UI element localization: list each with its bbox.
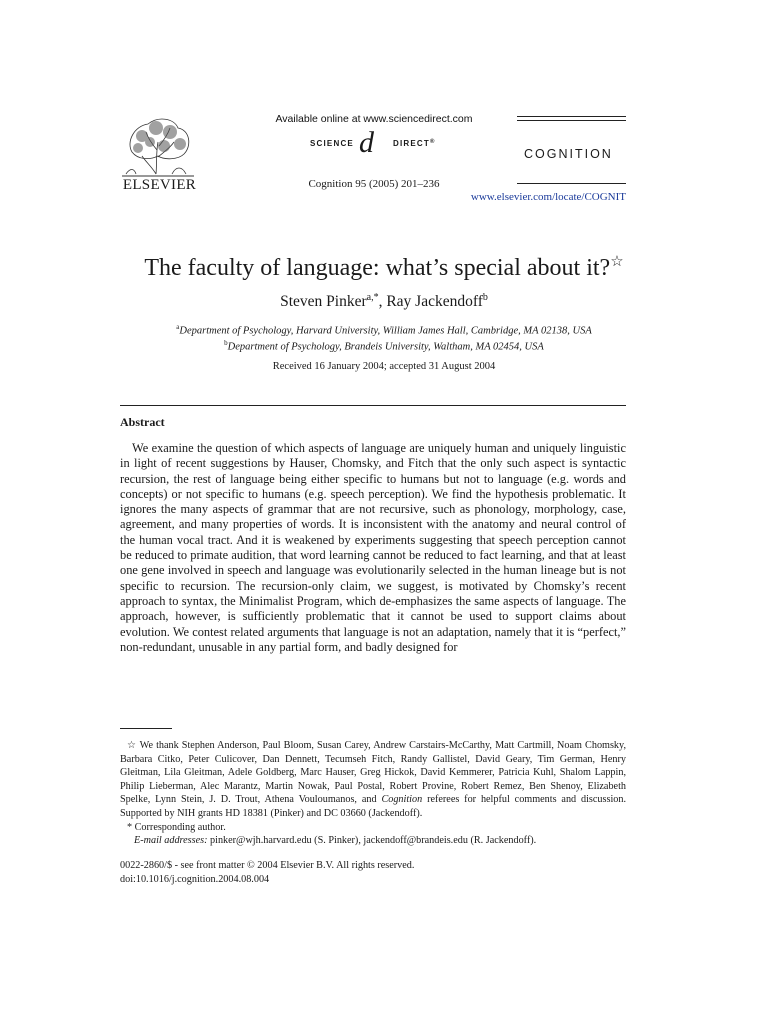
email-addresses: E-mail addresses: pinker@wjh.harvard.edu (S. Pinker), jackendoff@brandeis.edu (R. Jackendoff).	[134, 835, 537, 847]
author-list: Steven Pinker$^{a,*}$, Ray Jackendoff$^b$	[280, 292, 488, 311]
publisher-name: ELSEVIER	[122, 177, 197, 193]
journal-url-link[interactable]: www.elsevier.com/locate/COGNIT	[470, 191, 626, 203]
footnotes	[120, 739, 626, 848]
sciencedirect-right: DIRECT®	[393, 139, 436, 148]
journal-name: COGNITION	[524, 147, 613, 161]
footnote-rule	[120, 728, 172, 729]
available-online-text: Available online at www.sciencedirect.com	[275, 113, 473, 125]
sciencedirect-mark: d	[359, 126, 374, 159]
abstract-text: We examine the question of which aspects of language are uniquely human and uniquely linguistic in light of recent suggestions by Hauser, Chomsky, and Fitch that the only such aspect is syntactic recursion, the rest of language being either specific to humans but not to language (e.g. words and concepts) or not specific to humans (e.g. speech perception). We find the hypothesis problematic. It ignores the many aspects of grammar that are not recursive, such as phonology, morphology, case, agreement, and many properties of words. It is inconsistent with the anatomy and neural control of the human vocal tract. And it is weakened by experiments suggesting that speech perception cannot be reduced to primate audition, that word learning cannot be reduced to fact learning, and that at least one gene involved in speech and language was evolutionarily selected in the human lineage but is not specific to recursion. The recursion-only claim, we suggest, is motivated by Chomsky’s recent approach to syntax, the Minimalist Program, which de-emphasizes the same aspects of language. The approach, however, is sufficiently problematic that it cannot be used to support claims about evolution. We contest related arguments that language is not an adaptation, namely that it is “perfect,” non-redundant, unusable in any partial form, and badly designed for	[120, 441, 626, 654]
issn-copyright: 0022-2860/$ - see front matter © 2004 Elsevier B.V. All rights reserved.	[120, 860, 415, 871]
header-rule-top	[517, 116, 626, 117]
acknowledgement-footnote: ☆ We thank Stephen Anderson, Paul Bloom, Susan Carey, Andrew Carstairs-McCarthy, Matt Cartmill, Noam Chomsky, Barbara Citko, Peter Culicover, Dan Dennett, Tecumseh Fitch, Randy Gallistel, David Geary, Tim German, Henry Gleitman, Lila Gleitman, Adele Goldberg, Marc Hauser, Greg Hickok, David Kemmerer, Patricia Kuhl, Shalom Lappin, Philip Lieberman, Alec Marantz, Martin Nowak, Paul Postal, Robert Provine, Robert Remez, Ben Shenoy, Elizabeth Spelke, Lynn Stein, J. D. Trout, Athena Vouloumanos, and Cognition referees for helpful comments and discussion. Supported by NIH grants HD 18381 (Pinker) and DC 03660 (Jackendoff).	[120, 740, 627, 819]
header-rule-bottom	[517, 183, 626, 184]
abstract-body	[120, 441, 626, 655]
legal-info	[120, 859, 626, 886]
author-affiliation-mark[interactable]: b	[482, 292, 488, 303]
author-name: Steven Pinker	[280, 293, 367, 311]
affiliation-b: $^b$Department of Psychology, Brandeis University, Waltham, MA 02454, USA	[224, 339, 544, 353]
header-rule-top-2	[517, 120, 626, 121]
article-title: The faculty of language: what’s special about it?☆	[144, 254, 624, 281]
author-name: Ray Jackendoff	[386, 293, 483, 311]
abstract-rule	[120, 405, 626, 406]
doi[interactable]: doi:10.1016/j.cognition.2004.08.004	[120, 873, 270, 885]
title-footnote-mark[interactable]: ☆	[610, 254, 624, 270]
received-dates: Received 16 January 2004; accepted 31 August 2004	[272, 361, 496, 372]
corresponding-author-note: * Corresponding author.	[127, 821, 226, 833]
sciencedirect-left: SCIENCE	[310, 139, 354, 148]
author-affiliation-mark[interactable]: a,*	[366, 292, 379, 303]
journal-citation: Cognition 95 (2005) 201–236	[308, 178, 440, 190]
sciencedirect-logo	[296, 126, 456, 160]
affiliation-a: $^a$Department of Psychology, Harvard University, William James Hall, Cambridge, MA 02138, USA	[176, 323, 592, 337]
abstract-heading: Abstract	[120, 415, 165, 429]
